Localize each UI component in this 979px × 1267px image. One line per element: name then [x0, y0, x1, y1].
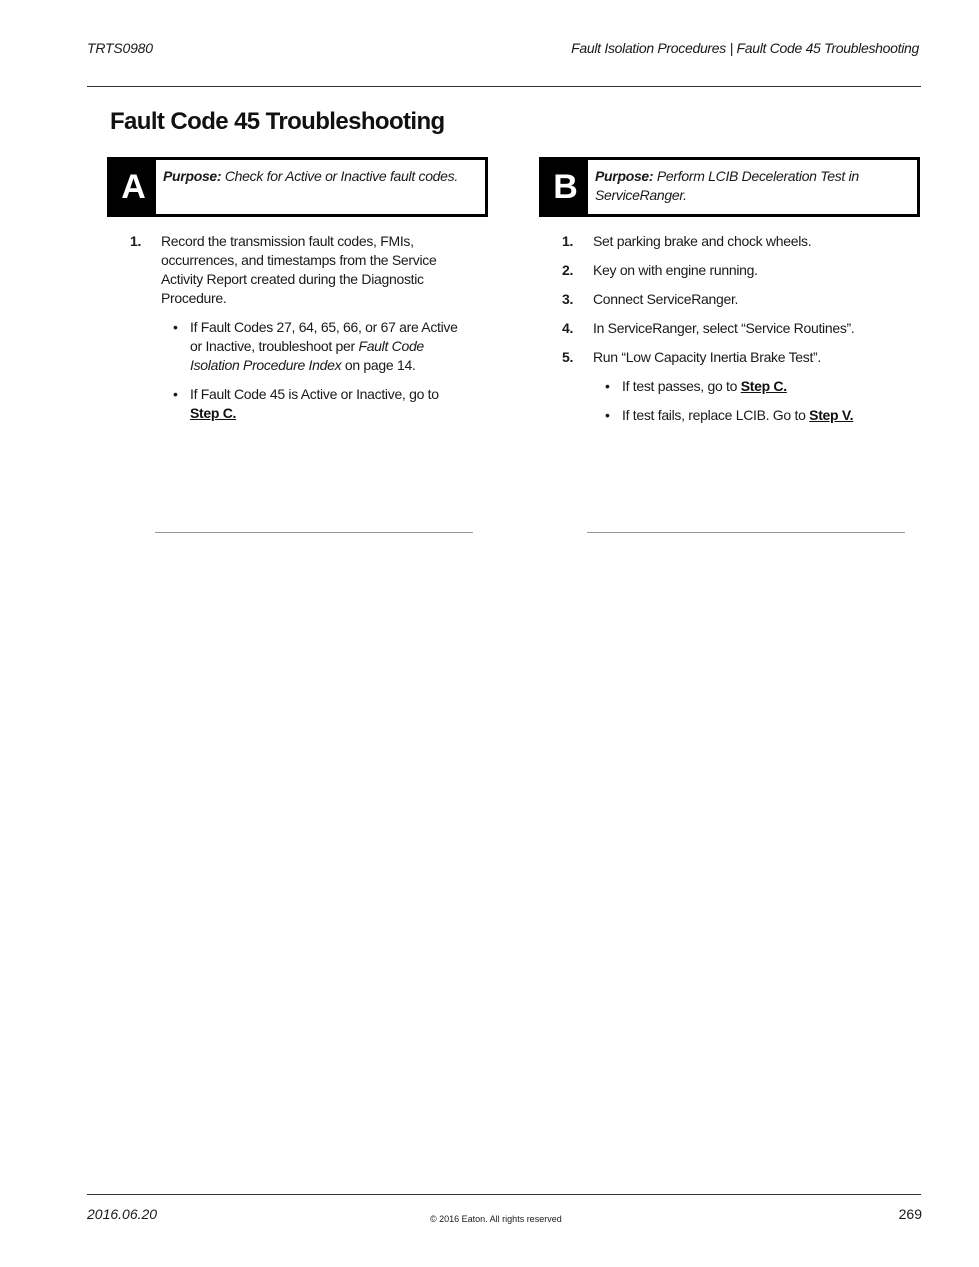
- item-number: 1.: [130, 233, 142, 249]
- reference-title: Fault Code Isolation Procedure Index: [190, 338, 424, 373]
- instruction-item: [562, 348, 892, 367]
- item-text: Set parking brake and chock wheels.: [593, 233, 812, 249]
- instruction-item: [562, 261, 892, 280]
- step-a-box: [107, 157, 488, 217]
- item-number: 4.: [562, 320, 574, 336]
- item-text: Record the transmission fault codes, FMIs, occurrences, and timestamps from the Service Activity Report created during the Diagnostic Procedure.: [161, 233, 437, 306]
- step-b-instructions: [562, 232, 892, 435]
- bullet-dot: •: [173, 319, 178, 335]
- bullet-item: [130, 385, 460, 423]
- item-text: Connect ServiceRanger.: [593, 291, 739, 307]
- bullet-text: If test fails, replace LCIB. Go to: [622, 407, 810, 423]
- header-divider: [87, 86, 921, 87]
- step-c-link[interactable]: Step C.: [190, 405, 237, 421]
- instruction-item: [562, 232, 892, 251]
- bullet-item: [130, 318, 460, 375]
- item-number: 2.: [562, 262, 574, 278]
- bullet-text-tail: on page 14.: [341, 357, 416, 373]
- step-b-letter: B: [542, 160, 588, 214]
- column-b-end-rule: [587, 532, 905, 533]
- bullet-text: If Fault Codes 27, 64, 65, 66, or 67 are Active or Inactive, troubleshoot per: [190, 319, 458, 354]
- bullet-dot: •: [173, 386, 178, 402]
- bullet-list: [562, 377, 892, 425]
- step-b-box: [539, 157, 920, 217]
- column-a-end-rule: [155, 532, 473, 533]
- item-text: Key on with engine running.: [593, 262, 758, 278]
- step-v-link[interactable]: Step V.: [809, 407, 854, 423]
- instruction-item: [130, 232, 460, 308]
- item-number: 5.: [562, 349, 574, 365]
- footer-copyright: © 2016 Eaton. All rights reserved: [430, 1214, 562, 1224]
- purpose-text: Check for Active or Inactive fault codes.: [224, 168, 458, 184]
- item-number: 1.: [562, 233, 574, 249]
- bullet-item: [562, 406, 892, 425]
- item-text: In ServiceRanger, select “Service Routines”.: [593, 320, 855, 336]
- bullet-item: [562, 377, 892, 396]
- footer-date: 2016.06.20: [87, 1206, 158, 1222]
- bullet-list: [130, 318, 460, 423]
- step-a-letter: A: [110, 160, 156, 214]
- step-b-purpose: [595, 167, 909, 205]
- section-header: Fault Isolation Procedures | Fault Code 45 Troubleshooting: [571, 40, 919, 56]
- purpose-label: Purpose:: [595, 168, 654, 184]
- step-a-instructions: [130, 232, 460, 433]
- bullet-dot: •: [605, 378, 610, 394]
- step-c-link[interactable]: Step C.: [740, 378, 787, 394]
- step-a-purpose: [163, 167, 477, 186]
- purpose-text: Perform LCIB Deceleration Test in ServiceRanger.: [595, 168, 859, 203]
- instruction-item: [562, 290, 892, 309]
- item-number: 3.: [562, 291, 574, 307]
- doc-code: TRTS0980: [87, 40, 153, 56]
- purpose-label: Purpose:: [163, 168, 222, 184]
- footer-divider: [87, 1194, 921, 1195]
- instruction-item: [562, 319, 892, 338]
- bullet-text: If test passes, go to: [622, 378, 741, 394]
- item-text: Run “Low Capacity Inertia Brake Test”.: [593, 349, 822, 365]
- page-title: Fault Code 45 Troubleshooting: [110, 108, 445, 135]
- bullet-dot: •: [605, 407, 610, 423]
- bullet-text: If Fault Code 45 is Active or Inactive, go to: [190, 386, 439, 402]
- page-number: 269: [898, 1206, 922, 1222]
